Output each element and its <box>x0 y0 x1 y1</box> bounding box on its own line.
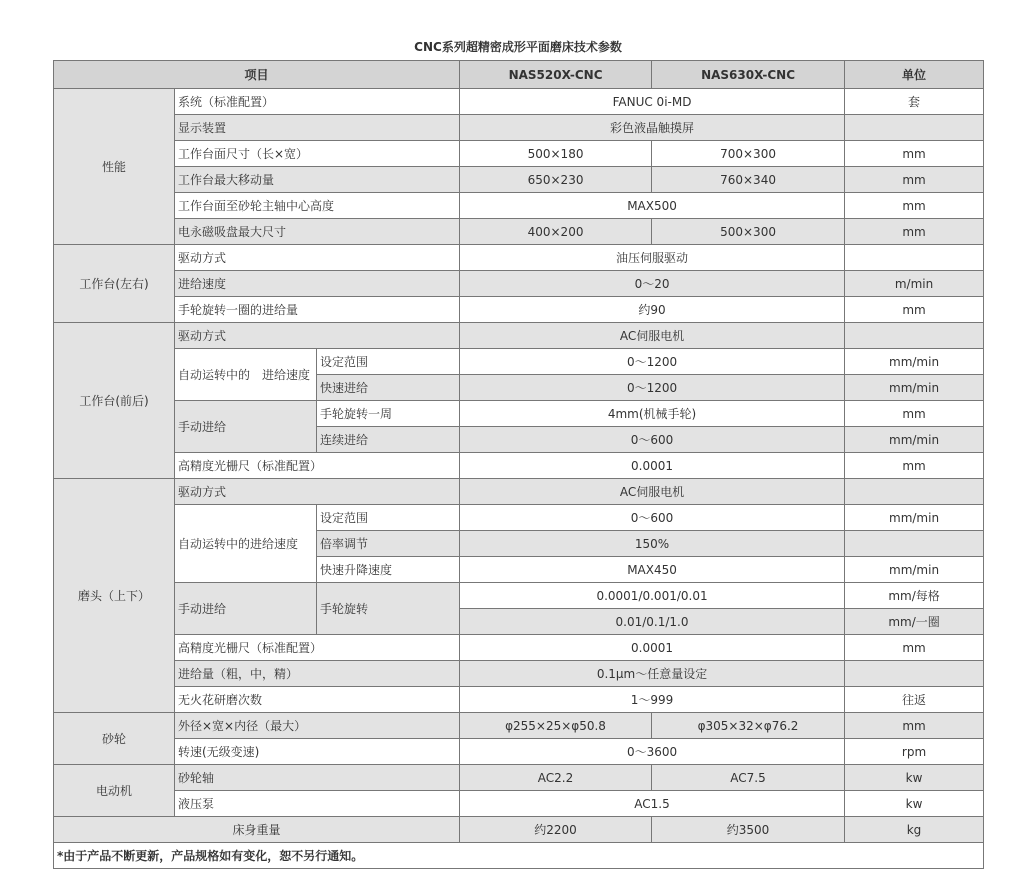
row-label: 驱动方式 <box>175 479 460 505</box>
row-value: 0.0001 <box>460 635 845 661</box>
row-unit: mm/一圈 <box>845 609 984 635</box>
row-label: 电永磁吸盘最大尺寸 <box>175 219 460 245</box>
row-value-2: 约3500 <box>652 817 845 843</box>
row-value: 油压伺服驱动 <box>460 245 845 271</box>
row-value: 0～1200 <box>460 349 845 375</box>
row-value: 0～600 <box>460 427 845 453</box>
row-sublabel: 手轮旋转 <box>317 583 460 635</box>
table-row <box>54 791 984 817</box>
table-row <box>54 115 984 141</box>
row-value: FANUC 0i-MD <box>460 89 845 115</box>
row-unit <box>845 323 984 349</box>
table-row <box>54 687 984 713</box>
page-title: CNC系列超精密成形平面磨床技术参数 <box>414 40 622 54</box>
row-group-label: 自动运转中的进给速度 <box>175 505 317 583</box>
header-model-1: NAS520X-CNC <box>460 61 652 89</box>
row-value: AC伺服电机 <box>460 479 845 505</box>
table-row <box>54 401 984 427</box>
row-label: 驱动方式 <box>175 323 460 349</box>
row-value-1: φ255×25×φ50.8 <box>460 713 652 739</box>
row-label-weight: 床身重量 <box>54 817 460 843</box>
row-value: 彩色液晶触摸屏 <box>460 115 845 141</box>
row-label: 系统（标准配置） <box>175 89 460 115</box>
row-label: 进给量（粗，中，精） <box>175 661 460 687</box>
row-value: AC1.5 <box>460 791 845 817</box>
row-label: 砂轮轴 <box>175 765 460 791</box>
header-unit: 单位 <box>845 61 984 89</box>
row-value-1: 650×230 <box>460 167 652 193</box>
row-label: 驱动方式 <box>175 245 460 271</box>
row-value: 0～1200 <box>460 375 845 401</box>
row-unit: mm <box>845 297 984 323</box>
row-value: 0～20 <box>460 271 845 297</box>
row-value-1: 约2200 <box>460 817 652 843</box>
table-row <box>54 739 984 765</box>
table-row <box>54 453 984 479</box>
row-unit: mm <box>845 453 984 479</box>
category-table-lr: 工作台(左右) <box>54 245 175 323</box>
row-sublabel: 设定范围 <box>317 505 460 531</box>
row-unit: mm <box>845 635 984 661</box>
header-model-2: NAS630X-CNC <box>652 61 845 89</box>
table-row <box>54 245 984 271</box>
row-value-2: AC7.5 <box>652 765 845 791</box>
row-unit: mm <box>845 713 984 739</box>
row-value: MAX500 <box>460 193 845 219</box>
row-group-label: 手动进给 <box>175 401 317 453</box>
row-label: 外径×宽×内径（最大） <box>175 713 460 739</box>
row-label: 工作台最大移动量 <box>175 167 460 193</box>
table-row <box>54 817 984 843</box>
row-value: 0～600 <box>460 505 845 531</box>
table-row <box>54 713 984 739</box>
row-value: 0.01/0.1/1.0 <box>460 609 845 635</box>
row-unit: mm/min <box>845 375 984 401</box>
table-row <box>54 89 984 115</box>
table-row <box>54 323 984 349</box>
row-value-1: 400×200 <box>460 219 652 245</box>
row-sublabel: 连续进给 <box>317 427 460 453</box>
row-label: 手轮旋转一圈的进给量 <box>175 297 460 323</box>
row-value: MAX450 <box>460 557 845 583</box>
table-row <box>54 349 984 375</box>
row-label: 无火花研磨次数 <box>175 687 460 713</box>
header-item: 项目 <box>54 61 460 89</box>
row-label: 转速(无级变速) <box>175 739 460 765</box>
row-sublabel: 快速进给 <box>317 375 460 401</box>
row-unit: kw <box>845 765 984 791</box>
row-unit <box>845 661 984 687</box>
row-value: 0.1μm～任意量设定 <box>460 661 845 687</box>
row-unit: mm/min <box>845 557 984 583</box>
row-unit: m/min <box>845 271 984 297</box>
category-table-fb: 工作台(前后) <box>54 323 175 479</box>
row-value: 4mm(机械手轮) <box>460 401 845 427</box>
table-row <box>54 167 984 193</box>
table-row <box>54 583 984 609</box>
row-sublabel: 倍率调节 <box>317 531 460 557</box>
table-row <box>54 141 984 167</box>
row-label: 高精度光栅尺（标准配置） <box>175 453 460 479</box>
row-value: 0～3600 <box>460 739 845 765</box>
row-label: 高精度光栅尺（标准配置） <box>175 635 460 661</box>
row-label: 进给速度 <box>175 271 460 297</box>
table-row <box>54 193 984 219</box>
row-label: 液压泵 <box>175 791 460 817</box>
row-value: 1～999 <box>460 687 845 713</box>
footnote: *由于产品不断更新，产品规格如有变化，恕不另行通知。 <box>54 843 984 869</box>
row-sublabel: 快速升降速度 <box>317 557 460 583</box>
row-value-2: φ305×32×φ76.2 <box>652 713 845 739</box>
row-unit: mm <box>845 193 984 219</box>
row-unit: mm/min <box>845 427 984 453</box>
header-row <box>54 61 984 89</box>
row-unit: rpm <box>845 739 984 765</box>
row-value: 约90 <box>460 297 845 323</box>
row-unit: mm <box>845 401 984 427</box>
category-wheel: 砂轮 <box>54 713 175 765</box>
row-unit <box>845 245 984 271</box>
row-unit: mm <box>845 167 984 193</box>
row-unit: mm/min <box>845 505 984 531</box>
row-unit: kw <box>845 791 984 817</box>
row-label: 工作台面尺寸（长×宽） <box>175 141 460 167</box>
row-value-2: 760×340 <box>652 167 845 193</box>
row-value-1: AC2.2 <box>460 765 652 791</box>
row-label: 显示装置 <box>175 115 460 141</box>
row-value: 0.0001 <box>460 453 845 479</box>
row-unit <box>845 531 984 557</box>
row-group-label: 自动运转中的 进给速度 <box>175 349 317 401</box>
row-value-2: 700×300 <box>652 141 845 167</box>
row-value: 150% <box>460 531 845 557</box>
table-row <box>54 661 984 687</box>
row-unit: 往返 <box>845 687 984 713</box>
table-row <box>54 271 984 297</box>
table-row <box>54 635 984 661</box>
row-unit: mm/每格 <box>845 583 984 609</box>
table-row <box>54 297 984 323</box>
category-head: 磨头（上下） <box>54 479 175 713</box>
row-unit: mm/min <box>845 349 984 375</box>
spec-table <box>53 60 984 869</box>
row-unit <box>845 479 984 505</box>
row-value-2: 500×300 <box>652 219 845 245</box>
row-unit: kg <box>845 817 984 843</box>
category-performance: 性能 <box>54 89 175 245</box>
table-row <box>54 505 984 531</box>
row-value: AC伺服电机 <box>460 323 845 349</box>
note-row <box>54 843 984 869</box>
row-label: 工作台面至砂轮主轴中心高度 <box>175 193 460 219</box>
table-row <box>54 479 984 505</box>
row-group-label: 手动进给 <box>175 583 317 635</box>
row-sublabel: 手轮旋转一周 <box>317 401 460 427</box>
row-value: 0.0001/0.001/0.01 <box>460 583 845 609</box>
table-row <box>54 765 984 791</box>
row-unit: mm <box>845 219 984 245</box>
row-unit <box>845 115 984 141</box>
row-unit: 套 <box>845 89 984 115</box>
row-unit: mm <box>845 141 984 167</box>
category-motor: 电动机 <box>54 765 175 817</box>
table-row <box>54 219 984 245</box>
row-sublabel: 设定范围 <box>317 349 460 375</box>
row-value-1: 500×180 <box>460 141 652 167</box>
